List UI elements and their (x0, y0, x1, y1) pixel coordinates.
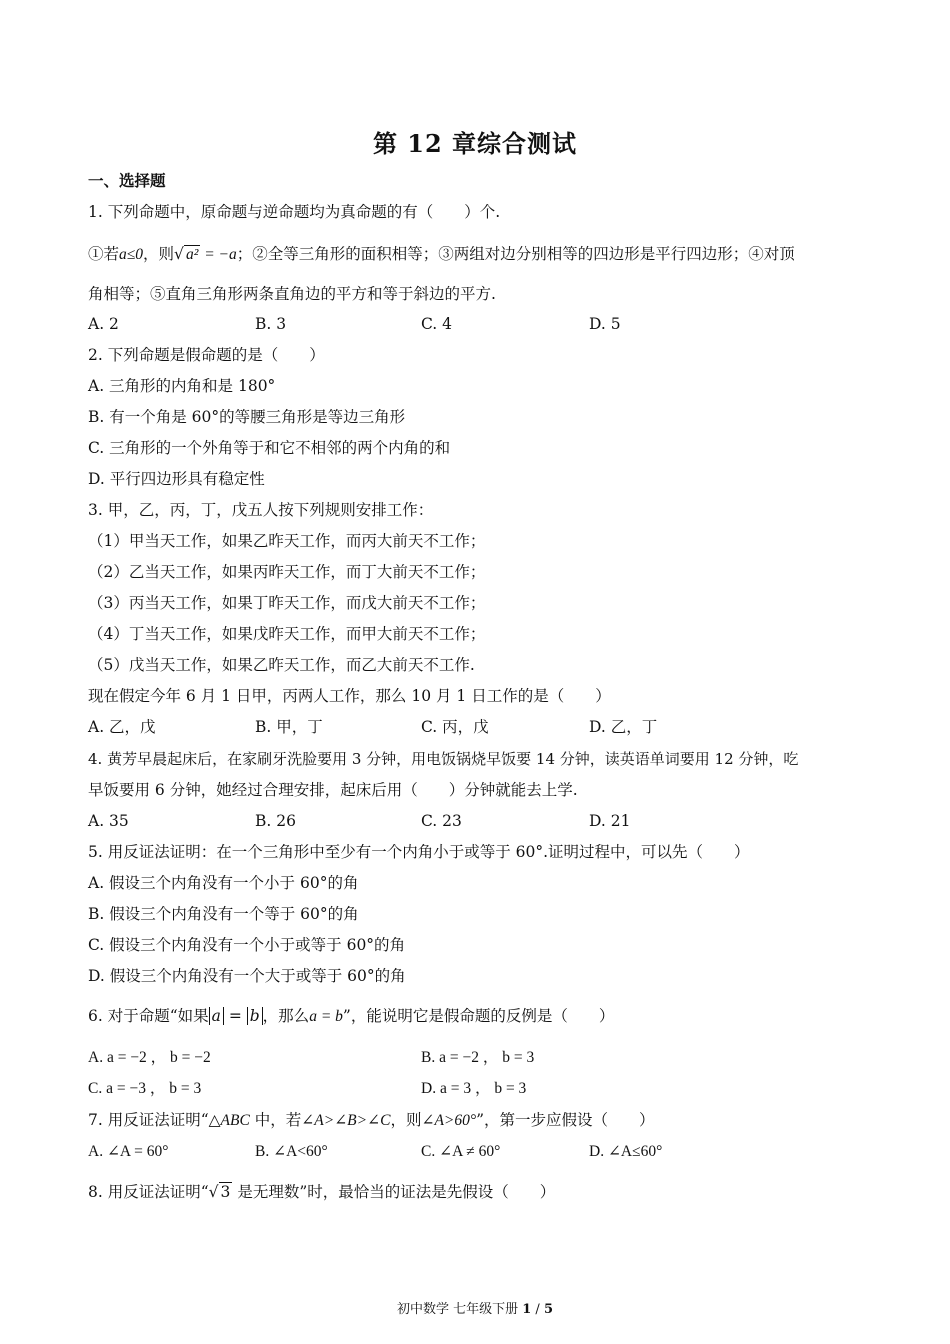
q6-option-a: A. a = −2 ， b = −2 (88, 1049, 211, 1066)
footer-label: 初中数学 七年级下册 (396, 1302, 523, 1317)
q4-stem-line2: 早饭要用 6 分钟，她经过合理安排，起床后用（ ）分钟就能去上学. (88, 781, 578, 799)
q3-rule-4: （4）丁当天工作，如果戊昨天工作，而甲大前天不工作； (88, 625, 486, 643)
q7-option-b: B. ∠A<60° (255, 1143, 328, 1160)
q7-triangle: △ABC (208, 1112, 250, 1129)
section-heading: 一、选择题 (88, 171, 166, 190)
q3-option-d: D. 乙，丁 (589, 718, 658, 736)
q1-option-b: B. 3 (255, 315, 287, 333)
q4-option-a: A. 35 (88, 812, 129, 830)
q8-stem (88, 1182, 555, 1202)
q3-question: 现在假定今年 6 月 1 日甲，丙两人工作，那么 10 月 1 日工作的是（ ） (88, 687, 611, 705)
q6-text: ”，能说明它是假命题的反例是（ ） (342, 1007, 615, 1025)
q8-text: 是无理数”时，最恰当的证法是先假设（ ） (232, 1183, 556, 1201)
q2-option-c: C. 三角形的一个外角等于和它不相邻的两个内角的和 (88, 439, 451, 457)
q4-stem-line1: 4. 黄芳早晨起床后，在家刷牙洗脸要用 3 分钟，用电饭锅烧早饭要 14 分钟，读英语单词要用 12 分钟，吃 (88, 750, 799, 768)
q7-text: ”，第一步应假设（ ） (476, 1111, 655, 1129)
q7-condition: ∠A>∠B>∠C (301, 1112, 391, 1129)
q1-option-c: C. 4 (421, 315, 453, 333)
q2-option-b: B. 有一个角是 60°的等腰三角形是等边三角形 (88, 408, 406, 426)
q1-text: ；②全等三角形的面积相等；③两组对边分别相等的四边形是平行四边形；④对顶 (236, 245, 795, 263)
q3-rule-1: （1）甲当天工作，如果乙昨天工作，而丙大前天不工作； (88, 532, 486, 550)
q6-eq: = (223, 1007, 247, 1025)
page-total: 5 (543, 1302, 553, 1317)
q1-stem: 1. 下列命题中，原命题与逆命题均为真命题的有（ ）个. (88, 203, 501, 221)
q1-text: ①若 (88, 245, 120, 263)
q5-option-d: D. 假设三个内角没有一个大于或等于 60°的角 (88, 967, 406, 985)
q7-stem (88, 1110, 655, 1131)
q2-option-d: D. 平行四边形具有稳定性 (88, 470, 265, 488)
q6-text: ，那么 (262, 1007, 310, 1025)
q1-statements-line1 (88, 244, 795, 265)
q6-conclusion: a = b (309, 1008, 343, 1025)
q5-option-c: C. 假设三个内角没有一个小于或等于 60°的角 (88, 936, 406, 954)
page-footer (0, 1298, 950, 1317)
q3-option-b: B. 甲，丁 (255, 718, 323, 736)
q8-text: 8. 用反证法证明“ (88, 1183, 209, 1201)
q3-rule-3: （3）丙当天工作，如果丁昨天工作，而戊大前天不工作； (88, 594, 486, 612)
q3-option-c: C. 丙，戊 (421, 718, 489, 736)
q7-option-c: C. ∠A ≠ 60° (421, 1143, 501, 1160)
page-separator: / (531, 1302, 544, 1317)
q6-option-d: D. a = 3 ， b = 3 (421, 1080, 527, 1097)
sqrt-expression: √ 3 (208, 1183, 231, 1201)
q2-option-a: A. 三角形的内角和是 180° (88, 377, 276, 395)
q5-option-a: A. 假设三个内角没有一个小于 60°的角 (88, 874, 359, 892)
q6-text: 6. 对于命题“如果 (88, 1007, 209, 1025)
q7-text: 中，若 (249, 1111, 302, 1129)
q7-text: ，则 (390, 1111, 422, 1129)
q3-stem: 3. 甲，乙，丙，丁，戊五人按下列规则安排工作： (88, 501, 434, 519)
q3-rule-2: （2）乙当天工作，如果丙昨天工作，而丁大前天不工作； (88, 563, 486, 581)
sqrt-expression: √ a² (174, 245, 199, 263)
q7-text: 7. 用反证法证明“ (88, 1111, 209, 1129)
q1-statements-line2: 角相等；⑤直角三角形两条直角边的平方和等于斜边的平方. (88, 285, 496, 303)
q3-rule-5: （5）戊当天工作，如果乙昨天工作，而乙大前天不工作. (88, 656, 475, 674)
q4-option-c: C. 23 (421, 812, 462, 830)
q7-option-d: D. ∠A≤60° (589, 1143, 663, 1160)
q6-option-c: C. a = −3 ， b = 3 (88, 1080, 202, 1097)
sqrt-radicand: 3 (220, 1183, 231, 1201)
abs-b: b (247, 1007, 263, 1025)
q1-text: ，则 (143, 245, 175, 263)
q5-option-b: B. 假设三个内角没有一个等于 60°的角 (88, 905, 359, 923)
page-number: 1 (522, 1302, 532, 1317)
q2-stem: 2. 下列命题是假命题的是（ ） (88, 346, 325, 364)
q1-option-d: D. 5 (589, 315, 621, 333)
q7-conclusion: ∠A>60° (421, 1112, 477, 1129)
q7-option-a: A. ∠A = 60° (88, 1143, 169, 1160)
abs-a: a (209, 1007, 224, 1025)
q1-condition: a≤0 (119, 246, 144, 263)
q4-option-b: B. 26 (255, 812, 296, 830)
q6-stem (88, 1006, 614, 1027)
q4-option-d: D. 21 (589, 812, 631, 830)
page-title: 第 12 章综合测试 (372, 129, 578, 158)
q6-option-b: B. a = −2 ， b = 3 (421, 1049, 535, 1066)
q1-rhs: = −a (200, 246, 237, 263)
sqrt-radicand: a² (185, 246, 199, 263)
q3-option-a: A. 乙，戊 (88, 718, 156, 736)
q5-stem: 5. 用反证法证明：在一个三角形中至少有一个内角小于或等于 60°.证明过程中，可以先（ ） (88, 843, 750, 861)
q1-option-a: A. 2 (88, 315, 119, 333)
